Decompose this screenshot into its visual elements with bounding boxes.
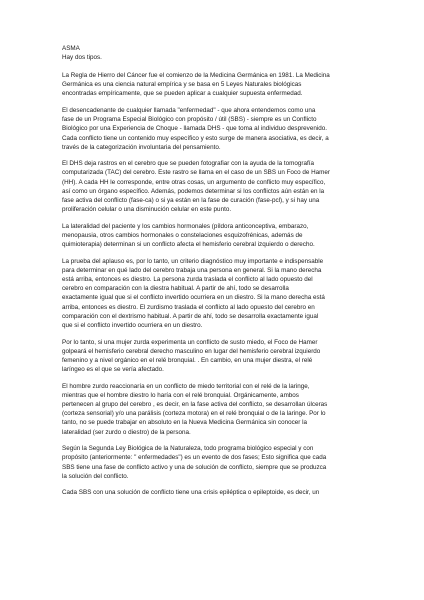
text-line: cerebro en comparación con la diestra habitual. A partir de ahí, todo se desarrolla	[62, 285, 289, 293]
text-line: comparación con el dextrismo habitual. A partir de ahí, todo se desarrolla exactamente igual	[62, 312, 319, 320]
document-subtitle: Hay dos tipos.	[62, 54, 102, 62]
text-line: Según la Segunda Ley Biológica de la Naturaleza, todo programa biológico especial y con	[62, 445, 314, 453]
text-line: arriba, entonces es diestro. El zurdismo traslada el conflicto al lado opuesto del cerebro en	[62, 303, 315, 311]
text-line: para determinar en qué lado del cerebro trabaja una persona en general. Si la mano derecha	[62, 266, 322, 274]
text-line: La lateralidad del paciente y los cambios hormonales (píldora anticonceptiva, embarazo,	[62, 222, 309, 230]
document-heading	[62, 44, 380, 62]
paragraph	[62, 488, 380, 497]
text-line: (HH). A cada HH le corresponde, entre otras cosas, un argumento de conflicto muy específico,	[62, 178, 326, 186]
document-body	[62, 71, 380, 498]
paragraph	[62, 257, 380, 331]
text-line: la solución del conflicto.	[62, 472, 129, 480]
text-line: pertenecen al grupo del cerebro , es decir, en la fase activa del conflicto, se desarrollan úlceras	[62, 401, 328, 409]
paragraph	[62, 382, 380, 437]
paragraph	[62, 106, 380, 152]
text-line: laríngeo es el que se vería afectado.	[62, 366, 164, 374]
paragraph	[62, 222, 380, 250]
text-line: Biológico por una Experiencia de Choque - llamada DHS - que toma al individuo desprevenido.	[62, 125, 327, 133]
text-line: fase activa del conflicto (fase-ca) o si ya están en la fase de curación (fase-pcl), y si hay una	[62, 197, 320, 205]
paragraph	[62, 71, 380, 99]
text-line: exactamente igual que si el conflicto invertido ocurriera en un diestro. Si la mano derecha está	[62, 294, 325, 302]
text-line: quimioterapia) determinan si un conflicto afecta el hemisferio cerebral izquierdo o derecho.	[62, 241, 315, 249]
document-page	[62, 44, 380, 505]
text-line: así como un órgano específico. Además, podemos determinar si los conflictos aún están en la	[62, 187, 325, 195]
paragraph	[62, 338, 380, 375]
text-line: través de la categorización involuntaria del pensamiento.	[62, 143, 221, 151]
text-line: lateralidad (ser zurdo o diestro) de la persona.	[62, 428, 191, 436]
text-line: encontradas empíricamente, que se pueden aplicar a cualquier supuesta enfermedad.	[62, 90, 303, 98]
text-line: que si el conflicto invertido ocurriera en un diestro.	[62, 322, 203, 330]
text-line: está arriba, entonces es diestro. La persona zurda traslada el conflicto al lado opuesto del	[62, 276, 313, 284]
text-line: proliferación celular o una disminución celular en este punto.	[62, 206, 232, 214]
text-line: propósito (anteriormente: " enfermedades") es un evento de dos fases; Esto significa que cada	[62, 454, 327, 462]
paragraph	[62, 159, 380, 214]
text-line: El DHS deja rastros en el cerebro que se pueden fotografiar con la ayuda de la tomografía	[62, 160, 315, 168]
text-line: La prueba del aplauso es, por lo tanto, un criterio diagnóstico muy importante e indispensable	[62, 257, 324, 265]
paragraph	[62, 444, 380, 481]
text-line: El hombre zurdo reaccionaría en un conflicto de miedo territorial con el relé de la laringe,	[62, 382, 310, 390]
document-title: ASMA	[62, 45, 80, 52]
text-line: fase de un Programa Especial Biológico con propósito / útil (SBS) - siempre es un Conflicto	[62, 116, 317, 124]
text-line: SBS tiene una fase de conflicto activo y una de solución de conflicto, siempre que se produzca	[62, 463, 327, 471]
text-line: menopausia, otros cambios hormonales o constelaciones esquizofrénicas, además de	[62, 231, 303, 239]
text-line: Cada SBS con una solución de conflicto tiene una crisis epiléptica o epileptoide, es decir, un	[62, 489, 320, 497]
text-line: golpeará el hemisferio cerebral derecho masculino en lugar del hemisferio cerebral izquierdo	[62, 347, 321, 355]
text-line: mientras que el hombre diestro lo haría con el relé bronquial. Orgánicamente, ambos	[62, 391, 299, 399]
text-line: El desencadenante de cualquier llamada "enfermedad" - que ahora entendemos como una	[62, 106, 316, 114]
text-line: (corteza sensorial) y/o una parálisis (corteza motora) en el relé bronquial o de la laringe. Por lo	[62, 410, 326, 418]
text-line: computarizada (TAC) del cerebro. Este rastro se llama en el caso de un SBS un Foco de Hamer	[62, 169, 330, 177]
text-line: La Regla de Hierro del Cáncer fue el comienzo de la Medicina Germánica en 1981. La Medicina	[62, 72, 330, 79]
text-line: femenino y a nivel orgánico en el relé bronquial. . En cambio, en una mujer diestra, el relé	[62, 356, 313, 364]
text-line: tanto, no se puede trabajar en absoluto en la Nueva Medicina Germánica sin conocer la	[62, 419, 308, 427]
text-line: Cada conflicto tiene un contenido muy específico y esto surge de manera asociativa, es decir, a	[62, 134, 329, 142]
text-line: Germánica es una ciencia natural empírica y se basa en 5 Leyes Naturales biológicas	[62, 81, 302, 89]
text-line: Por lo tanto, si una mujer zurda experimenta un conflicto de susto miedo, el Foco de Hamer	[62, 338, 318, 346]
